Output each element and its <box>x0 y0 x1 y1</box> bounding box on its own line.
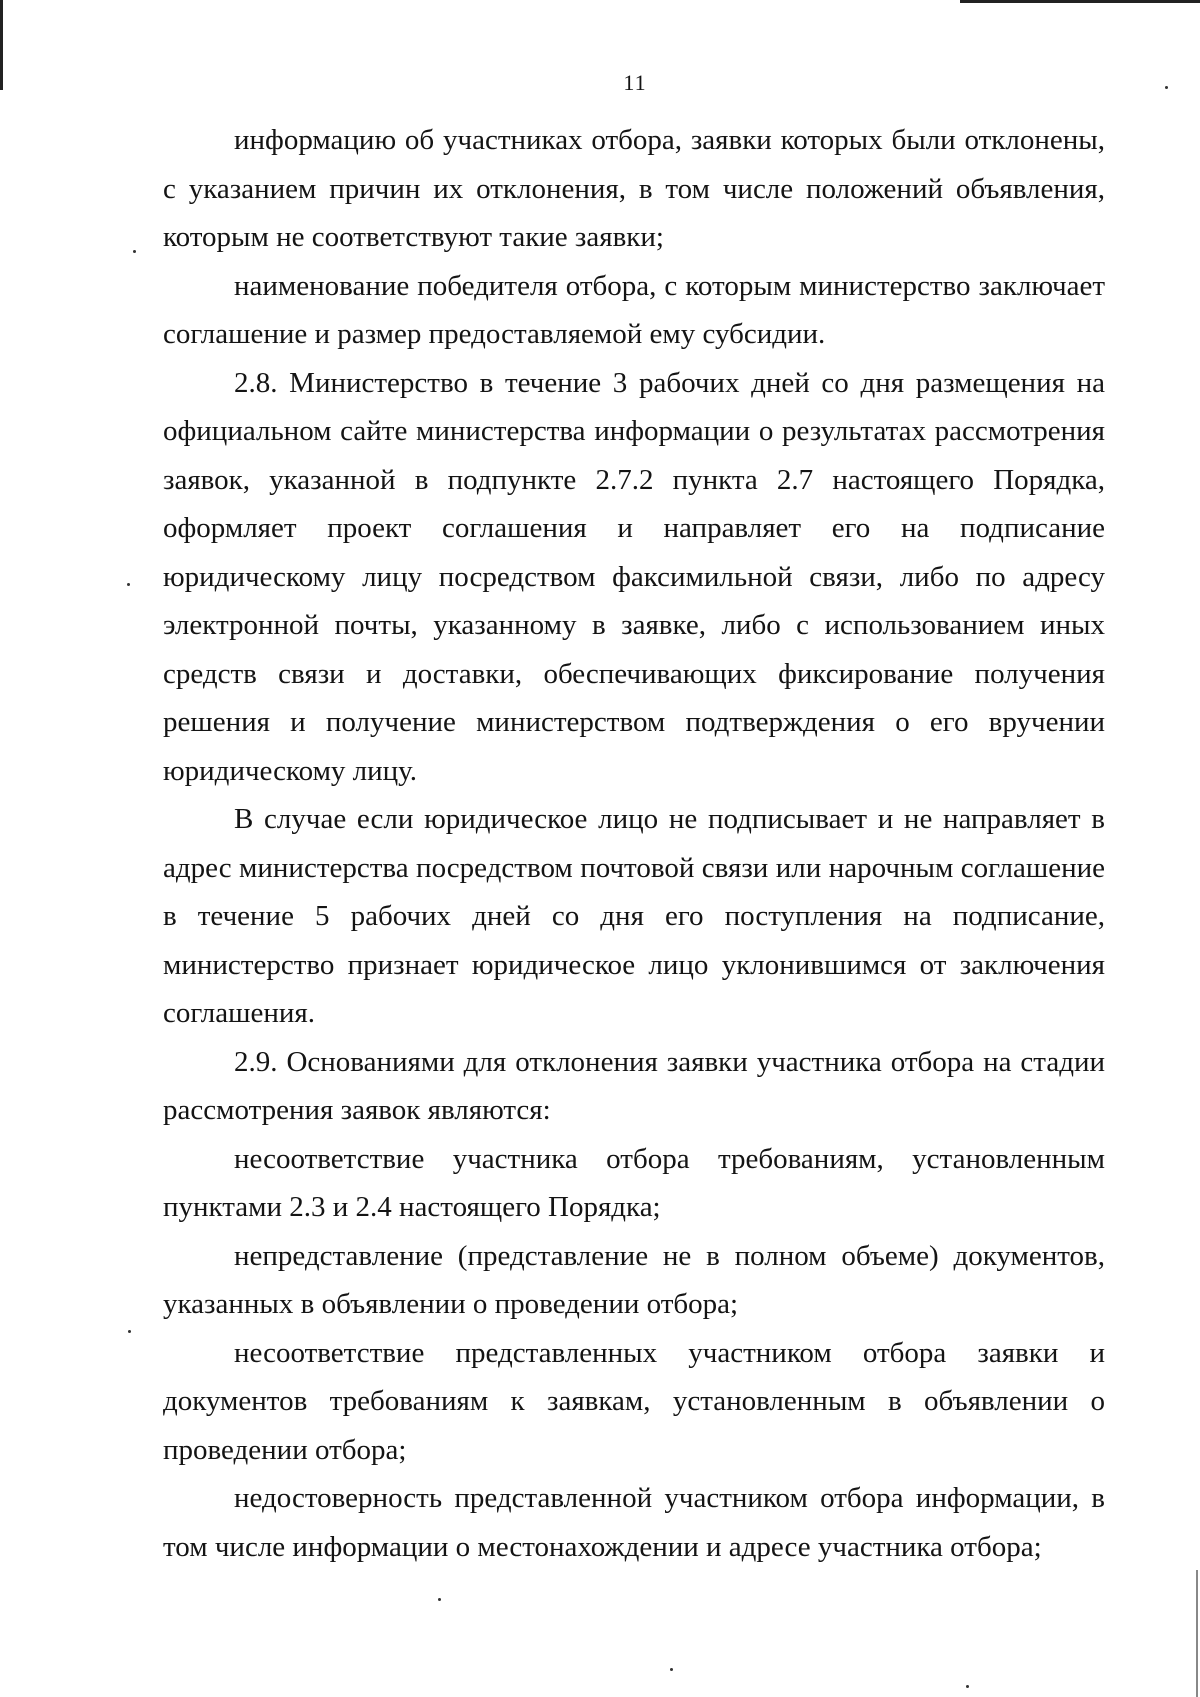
list-item-nonconformity-application: несоответствие представленных участником отбора заявки и документов требованиям к заявкам, установленным в объявлении о проведении отбора; <box>163 1336 1105 1466</box>
list-item-false-information: недостоверность представленной участником отбора информации, в том числе информации о местонахождении и адресе участника отбора; <box>163 1482 1105 1563</box>
scan-speck <box>966 1685 969 1688</box>
scan-speck <box>133 250 136 253</box>
document-body <box>163 116 1105 1571</box>
scan-speck <box>127 583 130 586</box>
list-item-missing-documents: непредставление (представление не в полном объеме) документов, указанных в объявлении о проведении отбора; <box>163 1239 1105 1320</box>
scan-edge-mark-bottom-right <box>1196 1570 1198 1697</box>
paragraph-winner-name: наименование победителя отбора, с которым министерство заключает соглашение и размер предоставляемой ему субсидии. <box>163 269 1105 350</box>
paragraph-2-8: 2.8. Министерство в течение 3 рабочих дней со дня размещения на официальном сайте министерства информации о результатах рассмотрения заявок, указанной в подпункте 2.7.2 пункта 2.7 настоящего Порядка, оформляет проект соглашения и направляет его на подписание юридическому лицу посредством факсимильной связи, либо по адресу электронной почты, указанному в заявке, либо с использованием иных средств связи и доставки, обеспечивающих фиксирование получения решения и получение министерством подтверждения о его вручении юридическому лицу. <box>163 366 1105 787</box>
page-number: 11 <box>623 70 647 95</box>
paragraph-2-9: 2.9. Основаниями для отклонения заявки участника отбора на стадии рассмотрения заявок являются: <box>163 1045 1105 1126</box>
list-item-nonconformity-requirements: несоответствие участника отбора требованиям, установленным пунктами 2.3 и 2.4 настоящего Порядка; <box>163 1142 1105 1223</box>
paragraph-rejected-participants: информацию об участниках отбора, заявки которых были отклонены, с указанием причин их отклонения, в том числе положений объявления, которым не соответствуют такие заявки; <box>163 124 1105 253</box>
scan-speck <box>128 1330 131 1333</box>
scan-speck <box>670 1668 673 1671</box>
scan-speck <box>438 1598 441 1601</box>
scan-edge-mark-top-right <box>960 0 1200 3</box>
paragraph-evasion: В случае если юридическое лицо не подписывает и не направляет в адрес министерства посредством почтовой связи или нарочным соглашение в течение 5 рабочих дней со дня его поступления на подписание, министерство признает юридическое лицо уклонившимся от заключения соглашения. <box>163 803 1105 1029</box>
